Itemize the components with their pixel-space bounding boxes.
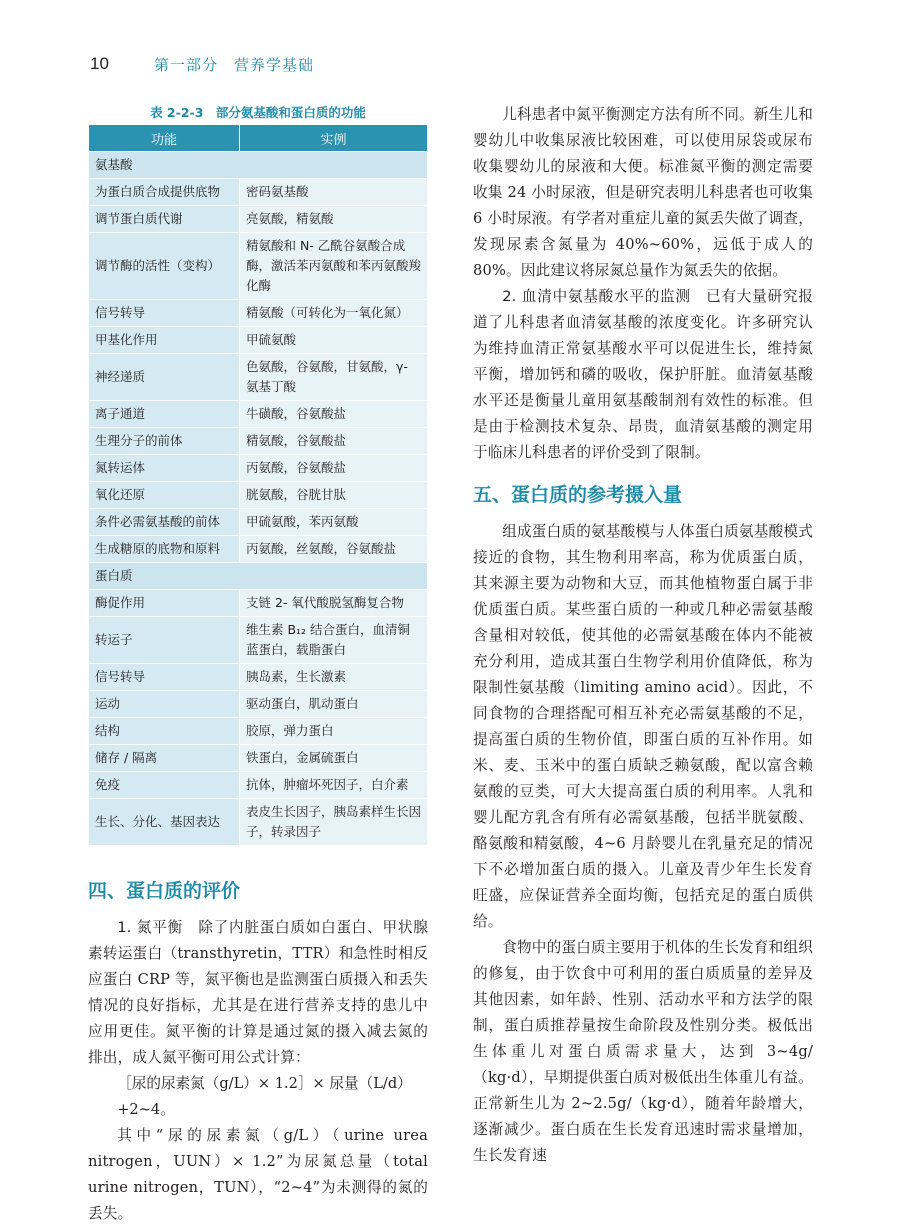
paragraph-serum-amino-acid [473, 284, 813, 466]
table-cell-example: 支链 2- 氧代酸脱氢酶复合物 [240, 590, 428, 617]
table-row [89, 691, 428, 718]
left-column [88, 102, 428, 1227]
table-cell-example: 精氨酸和 N- 乙酰谷氨酸合成酶，激活苯丙氨酸和苯丙氨酸羧化酶 [240, 233, 428, 300]
table-cell-function: 条件必需氨基酸的前体 [89, 509, 240, 536]
table-cell-function: 生长、分化、基因表达 [89, 799, 240, 846]
table-cell-function: 氮转运体 [89, 455, 240, 482]
table-row [89, 233, 428, 300]
paragraph-nitrogen-balance [88, 915, 428, 1071]
table-row [89, 536, 428, 563]
function-table [88, 124, 428, 846]
table-cell-function: 神经递质 [89, 354, 240, 401]
section-4-title: 四、蛋白质的评价 [88, 880, 241, 902]
table-cell-function: 离子通道 [89, 401, 240, 428]
table-cell-example: 抗体，肿瘤坏死因子，白介素 [240, 772, 428, 799]
run-in-heading: 2. 血清中氨基酸水平的监测 [502, 288, 691, 305]
table-cell-function: 生成糖原的底物和原料 [89, 536, 240, 563]
table-cell-function: 为蛋白质合成提供底物 [89, 179, 240, 206]
table-row [89, 428, 428, 455]
table-cell-example: 密码氨基酸 [240, 179, 428, 206]
table-row [89, 799, 428, 846]
table-row [89, 745, 428, 772]
table-cell-example: 甲硫氨酸，苯丙氨酸 [240, 509, 428, 536]
table-cell-example: 精氨酸，谷氨酸盐 [240, 428, 428, 455]
table-cell-example: 胱氨酸，谷胱甘肽 [240, 482, 428, 509]
table-row [89, 401, 428, 428]
table-cell-function: 免疫 [89, 772, 240, 799]
table-cell-example: 驱动蛋白，肌动蛋白 [240, 691, 428, 718]
table-row [89, 300, 428, 327]
paragraph-protein-quality: 组成蛋白质的氨基酸模与人体蛋白质氨基酸模式接近的食物，其生物利用率高，称为优质蛋白质，其来源主要为动物和大豆，而其他植物蛋白属于非优质蛋白质。某些蛋白质的一种或几种必需氨基酸含量相对较低，使其他的必需氨基酸在体内不能被充分利用，造成其蛋白生物学利用价值降低，称为限制性氨基酸（limiting amino acid）。因此，不同食物的合理搭配可相互补充必需氨基酸的不足，提高蛋白质的生物价值，即蛋白质的互补作用。如米、麦、玉米中的蛋白质缺乏赖氨酸，配以富含赖氨酸的豆类，可大大提高蛋白质的利用率。人乳和婴儿配方乳含有所有必需氨基酸，包括半胱氨酸、酪氨酸和精氨酸，4~6 月龄婴儿在乳量充足的情况下不必增加蛋白质的摄入。儿童及青少年生长发育旺盛，应保证营养全面均衡，包括充足的蛋白质供给。 [473, 523, 813, 930]
paragraph-protein-requirement: 食物中的蛋白质主要用于机体的生长发育和组织的修复，由于饮食中可利用的蛋白质质量的差异及其他因素，如年龄、性别、活动水平和方法学的限制，蛋白质推荐量按生命阶段及性别分类。极低出生体重儿对蛋白质需求量大，达到 3~4g/（kg·d），早期提供蛋白质对极低出生体重儿有益。正常新生儿为 2~2.5g/（kg·d），随着年龄增大，逐渐减少。蛋白质在生长发育迅速时需求量增加，生长发育速 [473, 939, 813, 1164]
table-group-row [89, 152, 428, 179]
table-cell-example: 胶原，弹力蛋白 [240, 718, 428, 745]
table-row [89, 327, 428, 354]
table-group-label: 氨基酸 [89, 152, 428, 179]
table-cell-example: 表皮生长因子，胰岛素样生长因子，转录因子 [240, 799, 428, 846]
table-row [89, 509, 428, 536]
table-cell-example: 胰岛素，生长激素 [240, 664, 428, 691]
table-cell-function: 结构 [89, 718, 240, 745]
right-column [473, 102, 813, 1169]
table-cell-example: 铁蛋白，金属硫蛋白 [240, 745, 428, 772]
column-header-example: 实例 [240, 125, 428, 152]
table-body [89, 152, 428, 846]
table-cell-function: 生理分子的前体 [89, 428, 240, 455]
table-row [89, 617, 428, 664]
table-cell-function: 储存 / 隔离 [89, 745, 240, 772]
table-cell-function: 调节酶的活性（变构） [89, 233, 240, 300]
table-cell-function: 信号转导 [89, 664, 240, 691]
page-number: 10 [90, 54, 109, 73]
table-cell-function: 酶促作用 [89, 590, 240, 617]
table-group-label: 蛋白质 [89, 563, 428, 590]
page-header [0, 0, 900, 80]
table-cell-example: 甲硫氨酸 [240, 327, 428, 354]
table-row [89, 590, 428, 617]
table-cell-example: 牛磺酸，谷氨酸盐 [240, 401, 428, 428]
table-row [89, 455, 428, 482]
table-row [89, 482, 428, 509]
run-in-heading: 1. 氮平衡 [117, 919, 183, 936]
table-cell-function: 信号转导 [89, 300, 240, 327]
table-row [89, 664, 428, 691]
table-cell-function: 调节蛋白质代谢 [89, 206, 240, 233]
paragraph-uun: 其中“尿的尿素氮（g/L）（urine urea nitrogen，UUN）× 1.2”为尿氮总量（total urine nitrogen，TUN），“2~4”为未测得的氮的丢失。 [88, 1127, 428, 1222]
table-cell-function: 运动 [89, 691, 240, 718]
table-cell-example: 丙氨酸，丝氨酸，谷氨酸盐 [240, 536, 428, 563]
table-cell-function: 氧化还原 [89, 482, 240, 509]
table-row [89, 772, 428, 799]
table-row [89, 206, 428, 233]
formula: ［尿的尿素氮（g/L）× 1.2］× 尿量（L/d）+2~4。 [117, 1075, 412, 1118]
table-row [89, 354, 428, 401]
paragraph-pediatric-nitrogen: 儿科患者中氮平衡测定方法有所不同。新生儿和婴幼儿中收集尿液比较困难，可以使用尿袋或尿布收集婴幼儿的尿液和大便。标准氮平衡的测定需要收集 24 小时尿液，但是研究表明儿科患者也可收集 6 小时尿液。有学者对重症儿童的氮丢失做了调查，发现尿素含氮量为 40%~60%，远低于成人的 80%。因此建议将尿氮总量作为氮丢失的依据。 [473, 106, 813, 279]
table-cell-function: 甲基化作用 [89, 327, 240, 354]
paragraph-text: 除了内脏蛋白质如白蛋白、甲状腺素转运蛋白（transthyretin，TTR）和急性时相反应蛋白 CRP 等，氮平衡也是监测蛋白质摄入和丢失情况的良好指标，尤其是在进行营养支持的患儿中应用更佳。氮平衡的计算是通过氮的摄入减去氮的排出，成人氮平衡可用公式计算： [88, 919, 428, 1066]
table-cell-example: 亮氨酸，精氨酸 [240, 206, 428, 233]
running-header-title: 第一部分 营养学基础 [154, 56, 315, 74]
table-cell-example: 维生素 B₁₂ 结合蛋白，血清铜蓝蛋白，载脂蛋白 [240, 617, 428, 664]
section-5-title: 五、蛋白质的参考摄入量 [473, 484, 683, 506]
paragraph-text: 已有大量研究报道了儿科患者血清氨基酸的浓度变化。许多研究认为维持血清正常氨基酸水平可以促进生长，维持氮平衡，增加钙和磷的吸收，保护肝脏。血清氨基酸水平还是衡量儿童用氨基酸制剂有效性的标准。但是由于检测技术复杂、昂贵，血清氨基酸的测定用于临床儿科患者的评价受到了限制。 [473, 288, 813, 461]
table-header-row [89, 125, 428, 152]
table-group-row [89, 563, 428, 590]
table-caption: 表 2-2-3 部分氨基酸和蛋白质的功能 [150, 105, 366, 120]
table-cell-function: 转运子 [89, 617, 240, 664]
table-cell-example: 精氨酸（可转化为一氧化氮） [240, 300, 428, 327]
table-cell-example: 丙氨酸，谷氨酸盐 [240, 455, 428, 482]
table-row [89, 179, 428, 206]
table-row [89, 718, 428, 745]
table-cell-example: 色氨酸，谷氨酸，甘氨酸，γ- 氨基丁酸 [240, 354, 428, 401]
column-header-function: 功能 [89, 125, 240, 152]
